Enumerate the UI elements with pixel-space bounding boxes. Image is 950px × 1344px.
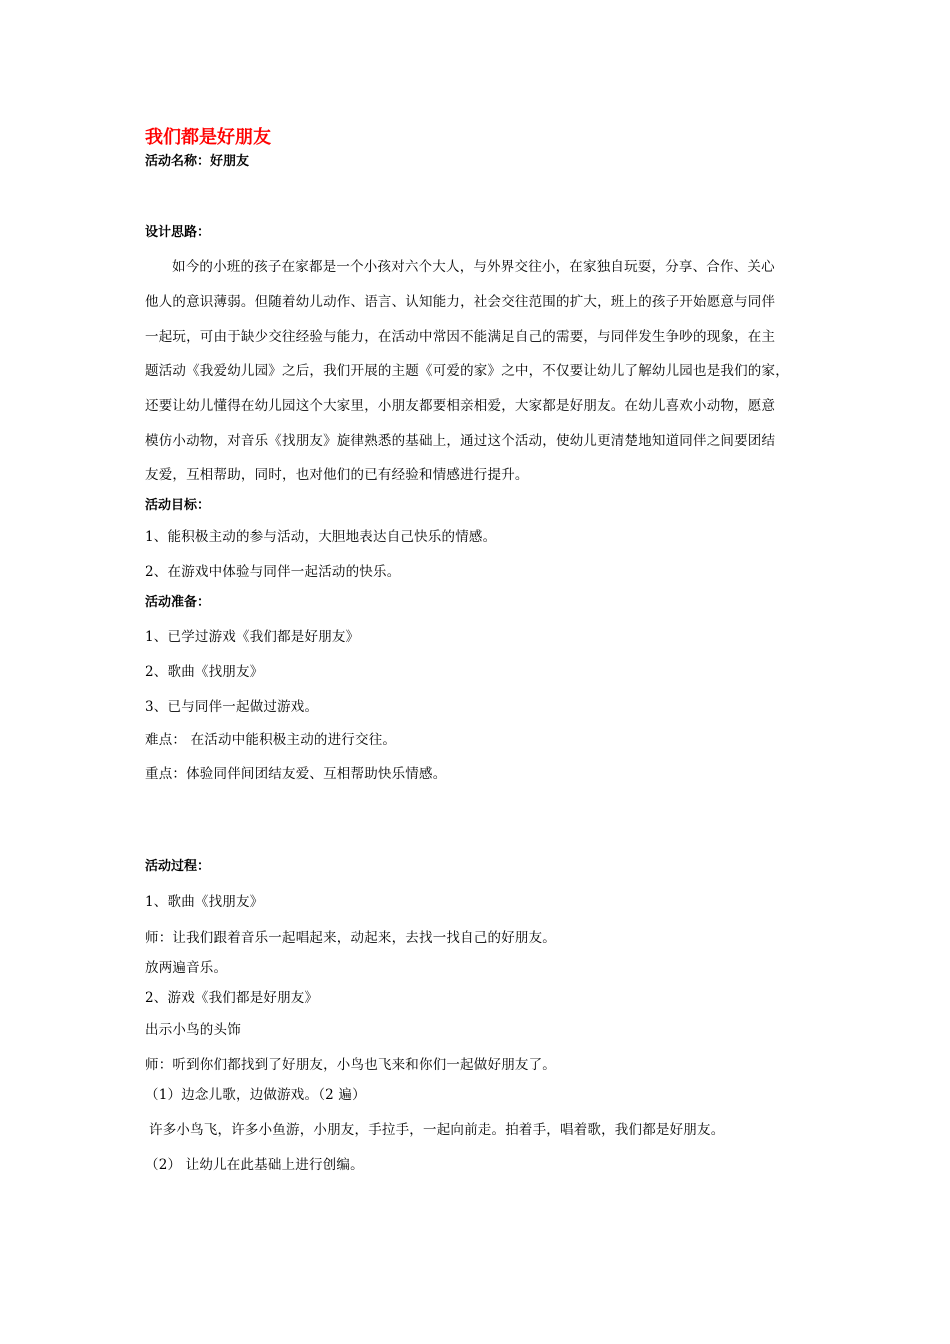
process-item: 1、歌曲《找朋友》 <box>145 894 264 910</box>
prep-item: 3、已与同伴一起做过游戏。 <box>145 699 319 715</box>
design-heading: 设计思路： <box>145 225 211 240</box>
prep-item: 2、歌曲《找朋友》 <box>145 664 264 680</box>
activity-name: 活动名称：好朋友 <box>145 154 250 169</box>
design-line: 如今的小班的孩子在家都是一个小孩对六个大人，与外界交往小，在家独自玩耍，分享、合作、关心 <box>172 259 775 275</box>
design-line: 他人的意识薄弱。但随着幼儿动作、语言、认知能力，社会交往范围的扩大，班上的孩子开始愿意与同伴 <box>145 294 776 310</box>
design-line: 还要让幼儿懂得在幼儿园这个大家里，小朋友都要相亲相爱，大家都是好朋友。在幼儿喜欢小动物，愿意 <box>145 398 776 414</box>
prep-item: 1、已学过游戏《我们都是好朋友》 <box>145 629 360 645</box>
document-title: 我们都是好朋友 <box>145 127 271 148</box>
design-line: 友爱，互相帮助，同时，也对他们的已有经验和情感进行提升。 <box>145 467 529 483</box>
process-heading: 活动过程： <box>145 859 211 874</box>
process-item: 师：让我们跟着音乐一起唱起来，动起来，去找一找自己的好朋友。 <box>145 930 556 946</box>
design-line: 模仿小动物，对音乐《找朋友》旋律熟悉的基础上，通过这个活动，使幼儿更清楚地知道同伴之间要团结 <box>145 433 776 449</box>
process-item: （2） 让幼儿在此基础上进行创编。 <box>145 1157 364 1173</box>
process-item: 放两遍音乐。 <box>145 960 228 976</box>
process-item: 2、游戏《我们都是好朋友》 <box>145 990 319 1006</box>
difficulty-point: 难点： 在活动中能积极主动的进行交往。 <box>145 732 397 748</box>
design-line: 一起玩，可由于缺少交往经验与能力，在活动中常因不能满足自己的需要，与同伴发生争吵的现象，在主 <box>145 329 776 345</box>
goals-heading: 活动目标： <box>145 498 211 513</box>
goal-item: 2、在游戏中体验与同伴一起活动的快乐。 <box>145 564 401 580</box>
focus-point: 重点：体验同伴间团结友爱、互相帮助快乐情感。 <box>145 766 447 782</box>
design-line: 题活动《我爱幼儿园》之后，我们开展的主题《可爱的家》之中，不仅要让幼儿了解幼儿园也是我们的家， <box>145 363 789 379</box>
goal-item: 1、能积极主动的参与活动，大胆地表达自己快乐的情感。 <box>145 529 497 545</box>
process-item: （1）边念儿歌，边做游戏。（2 遍） <box>145 1087 366 1103</box>
process-item: 出示小鸟的头饰 <box>145 1022 241 1038</box>
prep-heading: 活动准备： <box>145 595 211 610</box>
process-item: 师：听到你们都找到了好朋友，小鸟也飞来和你们一起做好朋友了。 <box>145 1057 556 1073</box>
process-item: 许多小鸟飞，许多小鱼游，小朋友，手拉手，一起向前走。拍着手，唱着歌，我们都是好朋友。 <box>149 1122 725 1138</box>
